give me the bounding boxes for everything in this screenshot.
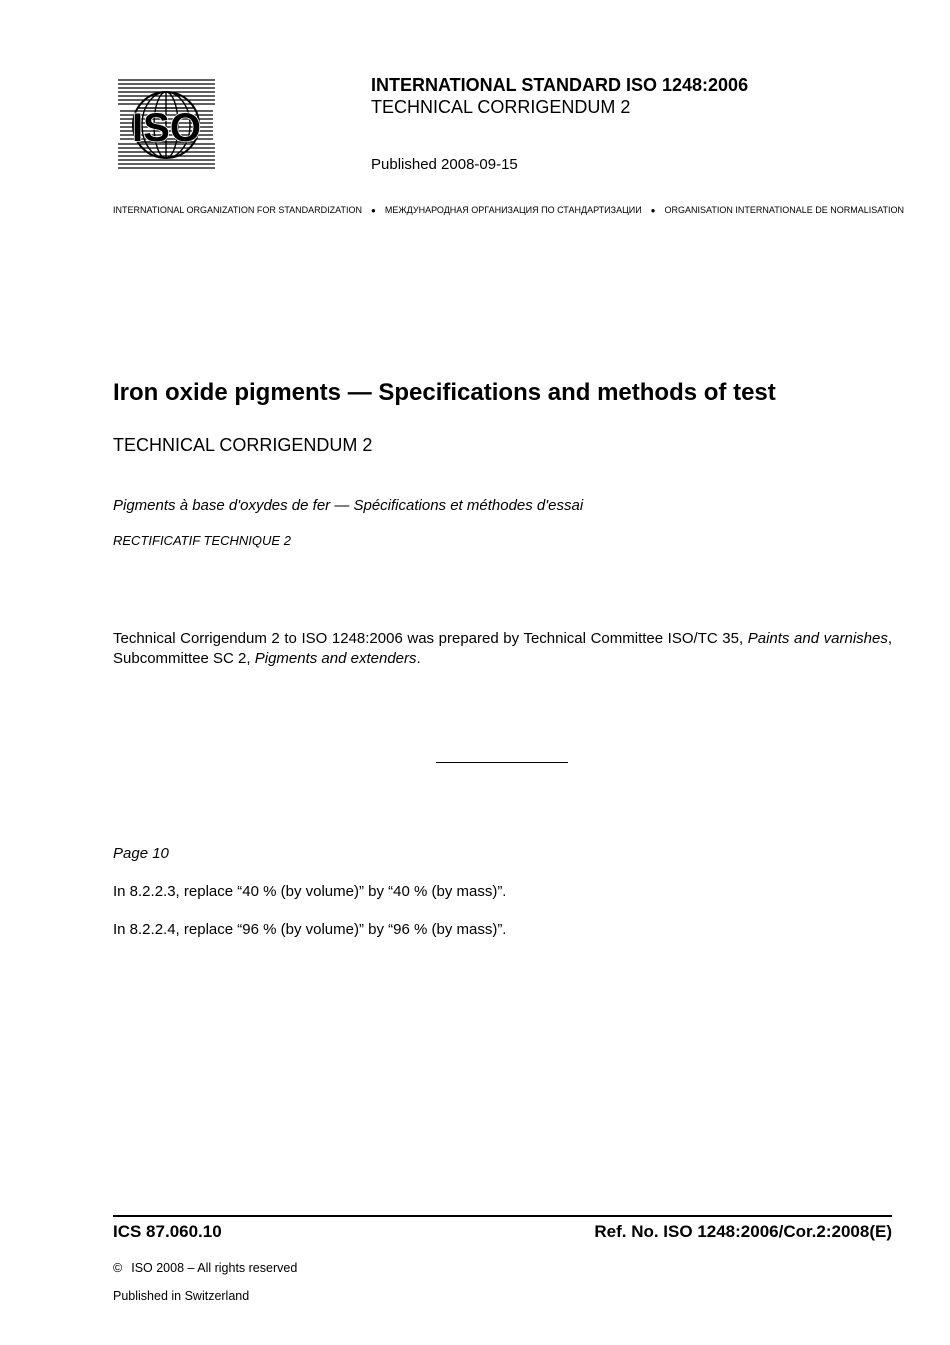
standard-title: INTERNATIONAL STANDARD ISO 1248:2006 — [371, 75, 749, 95]
iso-logo — [118, 78, 215, 172]
copyright-icon: © — [113, 1261, 123, 1275]
published-in: Published in Switzerland — [113, 1289, 250, 1303]
intro-middle: , Subcommittee SC 2, — [113, 630, 893, 667]
page-reference: Page 10 — [113, 845, 169, 862]
org-name-russian: МЕЖДУНАРОДНАЯ ОРГАНИЗАЦИЯ ПО СТАНДАРТИЗАЦИИ — [384, 205, 642, 215]
separator-dot-icon: ● — [371, 205, 376, 215]
reference-number: Ref. No. ISO 1248:2006/Cor.2:2008(E) — [594, 1222, 892, 1241]
organization-line — [113, 205, 905, 215]
intro-lead: Technical Corrigendum 2 to ISO 1248:2006 was prepared by Technical Committee ISO/TC 35, — [113, 630, 748, 647]
section-divider — [436, 762, 568, 763]
corrigendum-title: TECHNICAL CORRIGENDUM 2 — [113, 435, 373, 455]
intro-end: . — [416, 650, 421, 667]
document-title: Iron oxide pigments — Specifications and methods of test — [113, 379, 776, 406]
change-item: In 8.2.2.4, replace “96 % (by volume)” by “96 % (by mass)”. — [113, 921, 507, 938]
svg-text:ISO: ISO — [132, 106, 201, 150]
copyright-text: ISO 2008 – All rights reserved — [131, 1261, 298, 1275]
ics-code: ICS 87.060.10 — [113, 1222, 222, 1241]
org-name-french: ORGANISATION INTERNATIONALE DE NORMALISATION — [664, 205, 905, 215]
iso-globe-logo-icon — [118, 78, 215, 172]
subcommittee-name: Pigments and extenders — [254, 650, 417, 667]
footer-divider — [113, 1215, 892, 1217]
committee-name: Paints and varnishes — [747, 630, 888, 647]
published-date: Published 2008-09-15 — [371, 156, 518, 173]
separator-dot-icon: ● — [650, 205, 656, 215]
french-title: Pigments à base d'oxydes de fer — Spécifications et méthodes d'essai — [113, 497, 584, 514]
french-corrigendum-title: RECTIFICATIF TECHNIQUE 2 — [113, 533, 291, 548]
org-name-english: INTERNATIONAL ORGANIZATION FOR STANDARDIZATION — [113, 205, 363, 215]
corrigendum-label: TECHNICAL CORRIGENDUM 2 — [371, 97, 631, 117]
intro-paragraph — [113, 629, 892, 669]
copyright-notice — [113, 1261, 297, 1275]
change-item: In 8.2.2.3, replace “40 % (by volume)” by “40 % (by mass)”. — [113, 883, 507, 900]
